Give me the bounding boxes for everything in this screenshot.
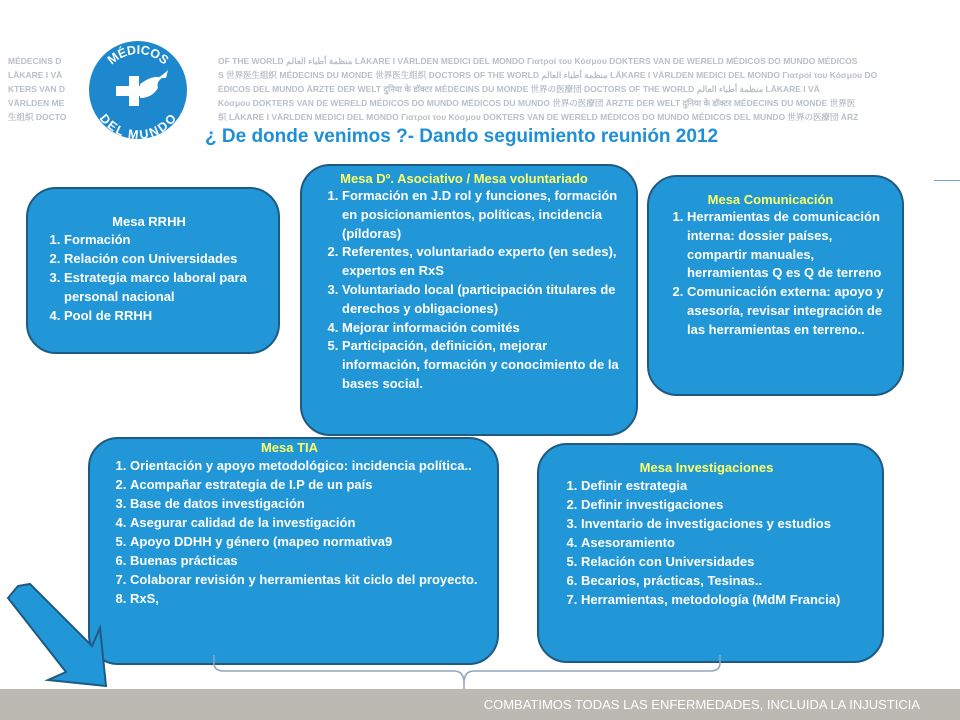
mesa-investigaciones-box — [537, 443, 884, 663]
banner-left-line: 生组织 DOCTO — [8, 112, 67, 122]
banner-right-line: Κόσμου DOKTERS VAN DE WERELD MÉDICOS DO MUNDO MÉDICOS DU MUNDO 世界の医療団 ÄRZTE DER WELT दुनिया के डॉक्टर MÉDECINS DU MONDE 世界医 — [218, 98, 856, 108]
list-item: 3. Estrategia marco laboral para personal nacional — [64, 268, 270, 306]
list-item: 3. Voluntariado local (participación titulares de derechos y obligaciones) — [342, 281, 626, 319]
list-item: 2. Referentes, voluntariado experto (en sedes), expertos en RxS — [342, 243, 626, 281]
list-item: 1. Herramientas de comunicación interna: dossier países, compartir manuales, herramientas Q es Q de terreno — [687, 208, 892, 283]
list-item: 1. Definir estrategia — [581, 476, 874, 495]
list-item: 8. RxS, — [130, 589, 489, 608]
mesa-asociativo-box — [300, 164, 638, 436]
list-item: 4. Asesoramiento — [581, 533, 874, 552]
list-item: 3. Base de datos investigación — [130, 494, 489, 513]
mesa-comunicacion-list — [649, 208, 892, 340]
banner-right-line: 织 LÄKARE I VÄRLDEN MEDICI DEL MONDO Γιατροί του Κόσμου DOKTERS VAN DE WERELD MÉDICOS DO MUNDO MÉDICOS DEL MUNDO 世界の医療団 ÄRZ — [218, 112, 859, 122]
list-item: 2. Comunicación externa: apoyo y asesoría, revisar integración de las herramientas en terreno.. — [687, 283, 892, 339]
mesa-rrhh-list — [28, 230, 270, 325]
list-item: 2. Definir investigaciones — [581, 495, 874, 514]
banner-left-line: VÄRLDEN ME — [8, 98, 65, 108]
list-item: 1. Formación — [64, 230, 270, 249]
mesa-investigaciones-list — [539, 476, 874, 609]
list-item: 1. Formación en J.D rol y funciones, formación en posicionamientos, políticas, incidencia (píldoras) — [342, 187, 626, 243]
list-item: 6. Becarios, prácticas, Tesinas.. — [581, 571, 874, 590]
banner-left-line: LÄKARE I VÄ — [8, 70, 63, 80]
mesa-tia-list — [90, 456, 489, 608]
mesa-tia-box — [88, 437, 499, 665]
mesa-investigaciones-title: Mesa Investigaciones — [639, 460, 774, 475]
logo-top-text: MÉDICOS — [104, 42, 172, 68]
list-item: 5. Relación con Universidades — [581, 552, 874, 571]
list-item: 5. Participación, definición, mejorar información, formación y conocimiento de la bases social. — [342, 337, 626, 393]
mesa-tia-title: Mesa TIA — [260, 440, 319, 455]
mesa-asociativo-list — [302, 187, 626, 394]
banner-right-line: ÉDICOS DEL MUNDO ÄRZTE DER WELT दुनिया के डॉक्टर MÉDECINS DU MONDE 世界の医療団 DOCTORS OF THE WORLD منظمة أطباء العالم LÄKARE I VÄ — [218, 84, 820, 94]
arrow-down-right-icon — [4, 582, 114, 692]
list-item: 5. Apoyo DDHH y género (mapeo normativa9 — [130, 532, 489, 551]
mesa-rrhh-box — [26, 187, 280, 354]
logo-bottom-text: DEL MUNDO — [96, 111, 180, 140]
footer-slogan: COMBATIMOS TODAS LAS ENFERMEDADES, INCLUIDA LA INJUSTICIA — [483, 697, 920, 712]
list-item: 6. Buenas prácticas — [130, 551, 489, 570]
list-item: 4. Asegurar calidad de la investigación — [130, 513, 489, 532]
list-item: 2. Relación con Universidades — [64, 249, 270, 268]
decorative-rule — [934, 180, 960, 181]
banner-right-text — [218, 54, 954, 124]
list-item: 7. Herramientas, metodología (MdM Francia) — [581, 590, 874, 609]
list-item: 1. Orientación y apoyo metodológico: incidencia política.. — [130, 456, 489, 475]
banner-right-line: S 世界医生组织 MÉDECINS DU MONDE 世界医生组织 DOCTORS OF THE WORLD منظمة أطباء العالم LÄKARE I VÄRLDEN MEDICI DEL MONDO Γιατροί του Κόσμου DO — [218, 70, 878, 80]
list-item: 3. Inventario de investigaciones y estudios — [581, 514, 874, 533]
list-item: 4. Mejorar información comités — [342, 319, 626, 338]
mesa-comunicacion-box — [647, 175, 904, 396]
list-item: 2. Acompañar estrategia de I.P de un país — [130, 475, 489, 494]
footer-bar — [0, 689, 960, 720]
list-item: 7. Colaborar revisión y herramientas kit ciclo del proyecto. — [130, 570, 489, 589]
banner-left-line: MÉDECINS D — [8, 56, 62, 66]
banner-left-line: KTERS VAN D — [8, 84, 65, 94]
mesa-rrhh-title: Mesa RRHH — [112, 214, 186, 229]
list-item: 4. Pool de RRHH — [64, 306, 270, 325]
mesa-comunicacion-title: Mesa Comunicación — [707, 192, 834, 207]
mesa-asociativo-title: Mesa Dº. Asociativo / Mesa voluntariado — [340, 171, 588, 186]
page-title: ¿ De donde venimos ?- Dando seguimiento reunión 2012 — [205, 126, 719, 147]
banner-left-text — [8, 54, 70, 124]
banner-right-line: OF THE WORLD منظمة أطباء العالم LÄKARE I VÄRLDEN MEDICI DEL MONDO Γιατροί του Κόσμου DOKTERS VAN DE WERELD MÉDICOS DO MUNDO MÉDICOS — [218, 56, 858, 66]
medicos-del-mundo-logo — [88, 40, 188, 140]
